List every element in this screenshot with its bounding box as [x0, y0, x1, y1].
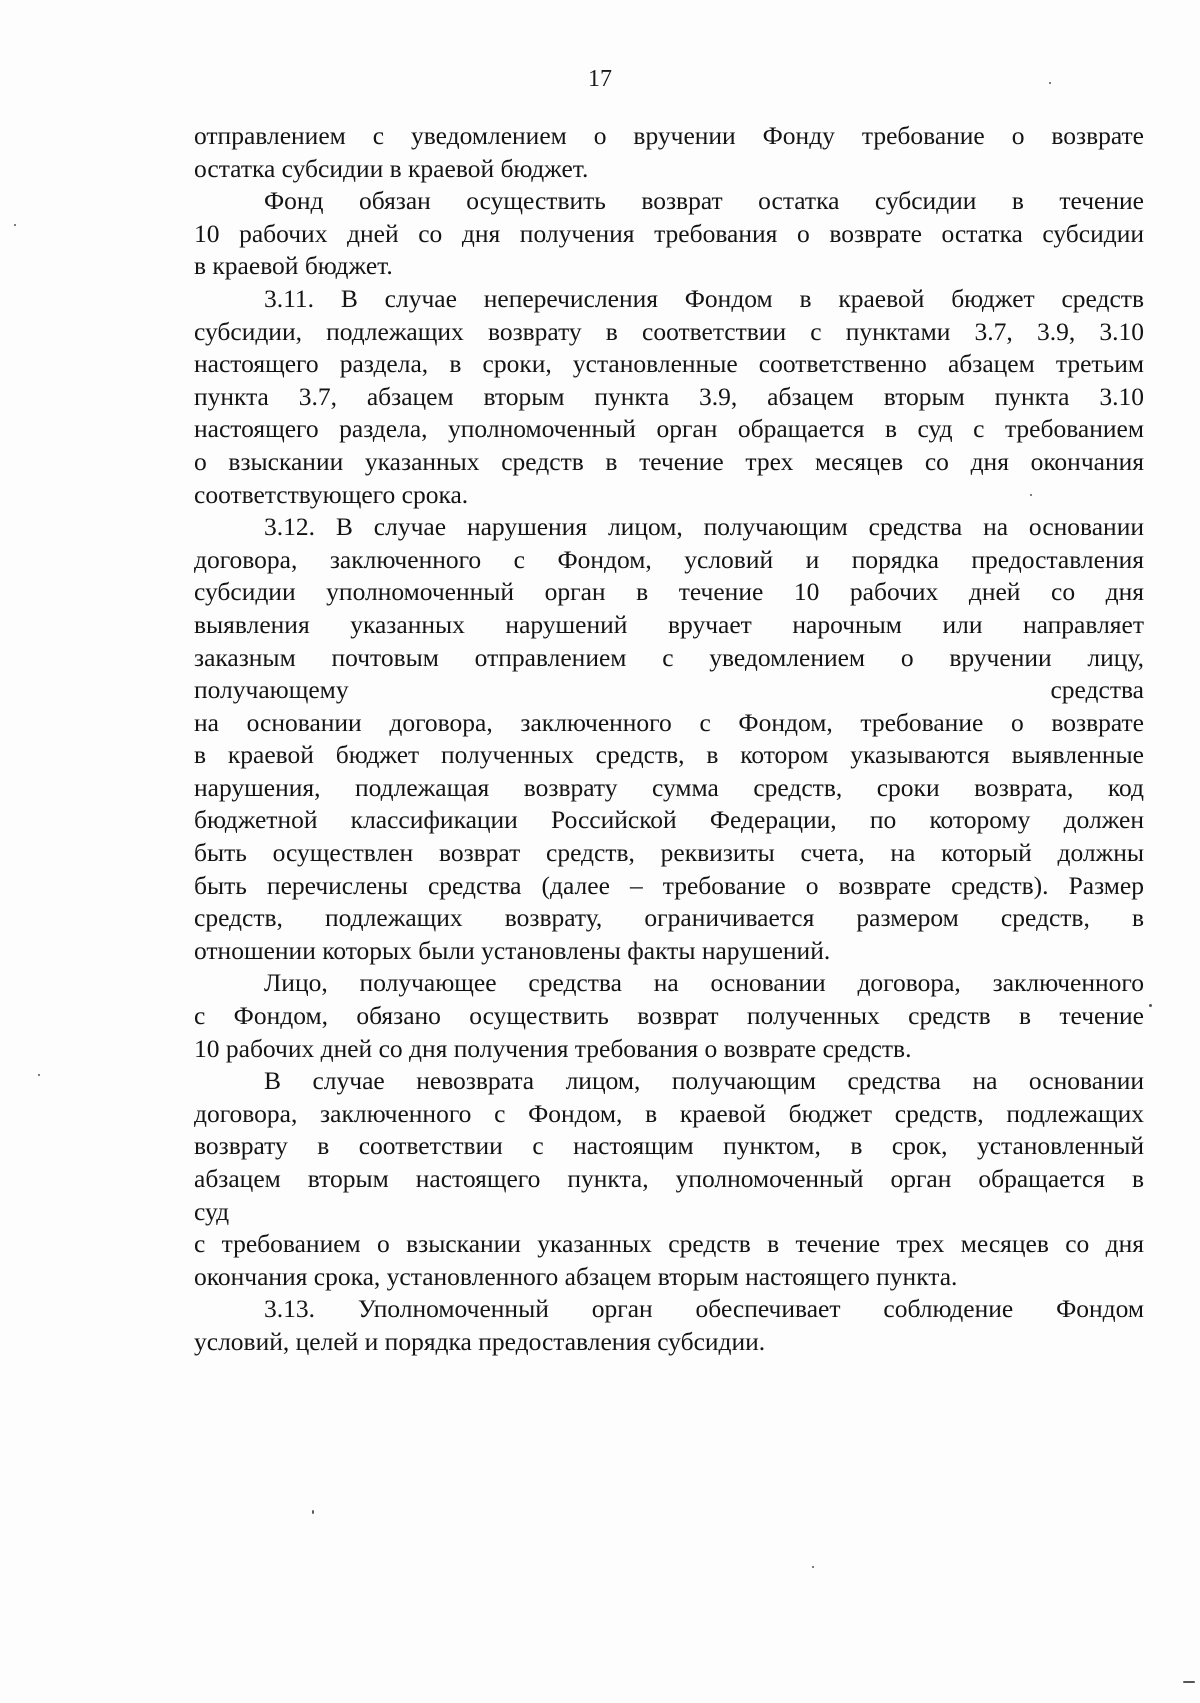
paragraph-3-13 [194, 1293, 1144, 1358]
text-line: Фонд обязан осуществить возврат остатка субсидии в течение [264, 186, 1144, 216]
scan-speck [38, 1074, 40, 1076]
paragraph-non-return [194, 1065, 1144, 1293]
paragraph-fund-obligation [194, 185, 1144, 283]
text-line: средств, подлежащих возврату, ограничивается размером средств, в [194, 903, 1144, 933]
text-line: окончания срока, установленного абзацем вторым настоящего пункта. [194, 1261, 958, 1291]
text-line: настоящего раздела, в сроки, установленные соответственно абзацем третьим [194, 349, 1144, 379]
text-line: с требованием о взыскании указанных средств в течение трех месяцев со дня [194, 1229, 1144, 1259]
text-line: соответствующего срока. [194, 479, 469, 509]
text-line: быть осуществлен возврат средств, реквизиты счета, на который должны [194, 838, 1144, 868]
text-line: В случае невозврата лицом, получающим средства на основании [264, 1066, 1144, 1096]
text-line: отправлением с уведомлением о вручении Фонду требование о возврате [194, 121, 1144, 150]
scan-speck [1183, 1681, 1195, 1683]
text-line: договора, заключенного с Фондом, в краевой бюджет средств, подлежащих [194, 1098, 1144, 1128]
text-line: 10 рабочих дней со дня получения требования о возврате средств. [194, 1033, 912, 1063]
text-line: договора, заключенного с Фондом, условий и порядка предоставления [194, 544, 1144, 574]
scan-speck [14, 224, 16, 226]
text-line: на основании договора, заключенного с Фондом, требование о возврате [194, 707, 1144, 737]
text-line: 3.13. Уполномоченный орган обеспечивает соблюдение Фондом [264, 1294, 1144, 1324]
text-line: настоящего раздела, уполномоченный орган обращается в суд с требованием [194, 414, 1144, 444]
document-body [194, 120, 1144, 1359]
text-line: отношении которых были установлены факты нарушений. [194, 935, 831, 965]
paragraph-3-11 [194, 283, 1144, 511]
text-line: 10 рабочих дней со дня получения требования о возврате остатка субсидии [194, 218, 1144, 248]
text-line: пункта 3.7, абзацем вторым пункта 3.9, абзацем вторым пункта 3.10 [194, 381, 1144, 411]
text-line: суд [194, 1196, 230, 1226]
scan-speck [1030, 494, 1032, 496]
text-line: 3.11. В случае неперечисления Фондом в краевой бюджет средств [264, 283, 1144, 313]
text-line: остатка субсидии в краевой бюджет. [194, 153, 589, 183]
text-line: абзацем вторым настоящего пункта, уполномоченный орган обращается в [194, 1164, 1144, 1193]
text-line: условий, целей и порядка предоставления субсидии. [194, 1326, 766, 1356]
text-line: субсидии уполномоченный орган в течение 10 рабочих дней со дня [194, 577, 1144, 607]
paragraph-3-12 [194, 511, 1144, 967]
text-line: быть перечислены средства (далее – требование о возврате средств). Размер [194, 870, 1144, 900]
scan-speck [1149, 1004, 1152, 1007]
scan-speck [312, 1510, 314, 1514]
text-line: возврату в соответствии с настоящим пунктом, в срок, установленный [194, 1131, 1144, 1161]
text-line: 3.12. В случае нарушения лицом, получающим средства на основании [264, 512, 1144, 542]
paragraph-recipient-obligation [194, 967, 1144, 1065]
text-line: бюджетной классификации Российской Федерации, по которому должен [194, 805, 1144, 835]
scan-speck [812, 1566, 814, 1568]
text-line: Лицо, получающее средства на основании договора, заключенного [264, 968, 1144, 998]
text-line: субсидии, подлежащих возврату в соответствии с пунктами 3.7, 3.9, 3.10 [194, 316, 1144, 346]
text-line: с Фондом, обязано осуществить возврат полученных средств в течение [194, 1001, 1144, 1031]
text-line: в краевой бюджет полученных средств, в котором указываются выявленные [194, 740, 1144, 770]
text-line: нарушения, подлежащая возврату сумма средств, сроки возврата, код [194, 772, 1144, 802]
paragraph-continuation [194, 120, 1144, 185]
text-line: получающему средства [194, 675, 1144, 705]
page-number: 17 [588, 66, 612, 92]
text-line: выявления указанных нарушений вручает нарочным или направляет [194, 609, 1144, 639]
text-line: заказным почтовым отправлением с уведомлением о вручении лицу, [194, 642, 1144, 672]
text-line: в краевой бюджет. [194, 251, 393, 281]
text-line: о взыскании указанных средств в течение трех месяцев со дня окончания [194, 446, 1144, 476]
scan-speck [1049, 82, 1051, 84]
